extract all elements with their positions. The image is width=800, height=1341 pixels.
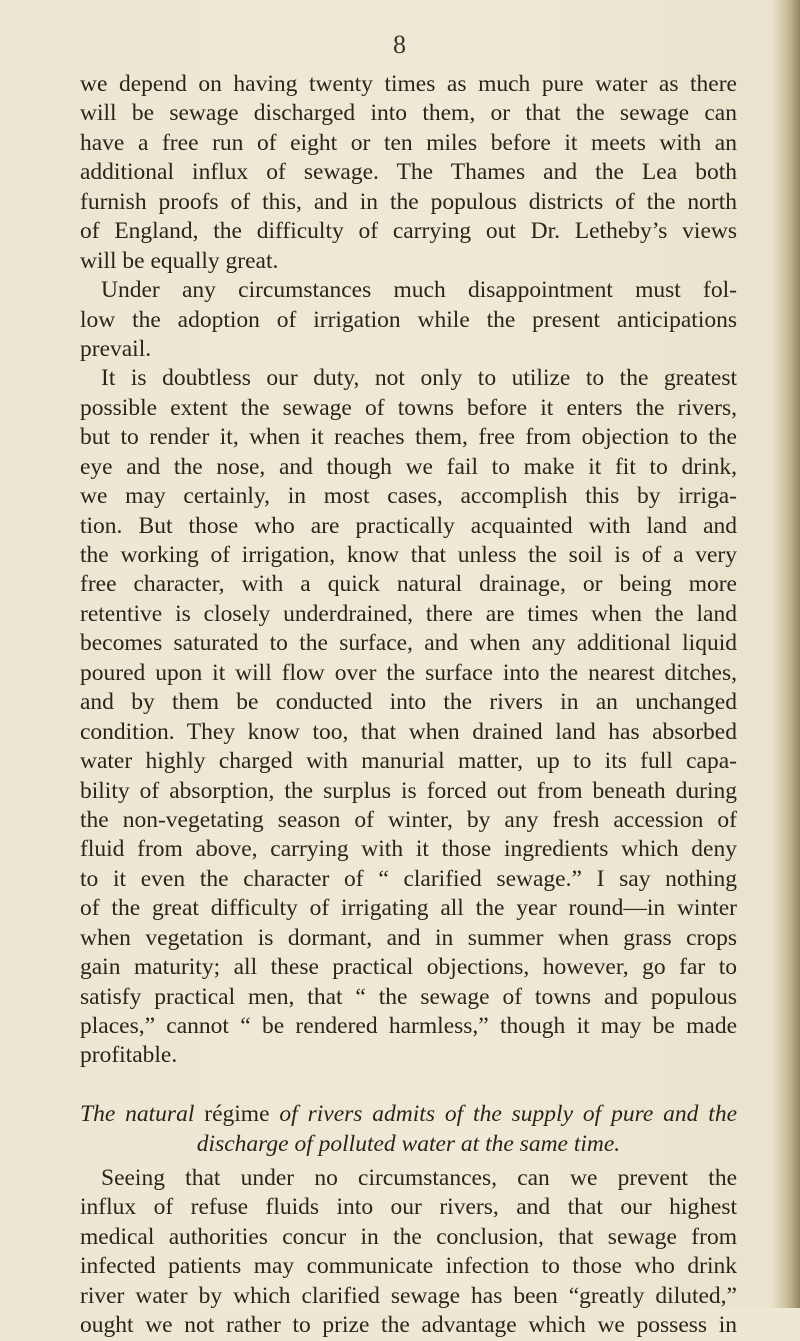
text-line: becomes saturated to the surface, and when any additional liquid — [80, 630, 737, 657]
text-line: the non-vegetating season of winter, by any fresh accession of — [80, 806, 737, 833]
body-text — [80, 70, 737, 1341]
text-line: water highly charged with manurial matter, up to its full capa- — [80, 748, 737, 775]
heading-text: The natural — [80, 1100, 195, 1127]
section-heading — [80, 1099, 737, 1159]
text-line: to it even the character of “ clarified sewage.” I say nothing — [80, 865, 737, 892]
text-line: It is doubtless our duty, not only to utilize to the greatest — [101, 365, 737, 392]
text-line: medical authorities concur in the conclusion, that sewage from — [80, 1223, 737, 1250]
text-line: influx of refuse fluids into our rivers, and that our highest — [80, 1194, 737, 1221]
text-line: infected patients may communicate infection to those who drink — [80, 1253, 737, 1280]
text-line: will be sewage discharged into them, or that the sewage can — [80, 100, 737, 127]
text-line: ought we not rather to prize the advantage which we possess in — [80, 1312, 737, 1339]
paragraph-2 — [80, 276, 737, 364]
heading-text-upright: régime — [204, 1100, 270, 1127]
text-line: low the adoption of irrigation while the present anticipations — [80, 306, 737, 333]
text-line: will be equally great. — [80, 247, 279, 274]
page-number: 8 — [393, 30, 407, 59]
text-line: and by them be conducted into the rivers in an unchanged — [80, 689, 737, 716]
text-line: places,” cannot “ be rendered harmless,” though it may be made — [80, 1013, 737, 1039]
text-line: poured upon it will flow over the surface into the nearest ditches, — [80, 659, 737, 686]
text-line: we depend on having twenty times as much pure water as there — [80, 71, 737, 97]
paragraph-4 — [80, 1164, 737, 1341]
text-line: profitable. — [80, 1042, 178, 1069]
text-line: satisfy practical men, that “ the sewage of towns and populous — [80, 983, 737, 1010]
text-line: gain maturity; all these practical objections, however, go far to — [80, 954, 737, 981]
text-line: river water by which clarified sewage has been “greatly diluted,” — [80, 1282, 737, 1309]
text-line: prevail. — [80, 335, 152, 362]
heading-text: of rivers admits of the supply of pure and the — [279, 1100, 738, 1127]
text-line: we may certainly, in most cases, accomplish this by irriga- — [80, 483, 737, 510]
text-line: bility of absorption, the surplus is forced out from beneath during — [80, 777, 737, 804]
text-line: but to render it, when it reaches them, free from objection to the — [80, 424, 737, 451]
text-line: the working of irrigation, know that unless the soil is of a very — [80, 542, 737, 568]
text-line: possible extent the sewage of towns before it enters the rivers, — [80, 394, 737, 421]
text-line: eye and the nose, and though we fail to make it fit to drink, — [80, 453, 737, 480]
text-line: tion. But those who are practically acquainted with land and — [80, 512, 737, 539]
text-line: Under any circumstances much disappointment must fol- — [101, 277, 737, 304]
paragraph-1 — [80, 70, 737, 276]
heading-line-1 — [80, 1099, 737, 1129]
text-line: fluid from above, carrying with it those ingredients which deny — [80, 836, 737, 863]
heading-line-2: discharge of polluted water at the same time. — [196, 1130, 621, 1157]
text-line: when vegetation is dormant, and in summer when grass crops — [80, 924, 737, 951]
text-line: Seeing that under no circumstances, can we prevent the — [101, 1164, 737, 1191]
page-edge-shadow — [772, 0, 800, 1308]
text-line: additional influx of sewage. The Thames and the Lea both — [80, 159, 737, 186]
paragraph-3 — [80, 364, 737, 1071]
text-line: free character, with a quick natural drainage, or being more — [80, 571, 737, 598]
text-line: of England, the difficulty of carrying out Dr. Letheby’s views — [80, 218, 737, 245]
text-line: condition. They know too, that when drained land has absorbed — [80, 718, 737, 745]
text-line: furnish proofs of this, and in the populous districts of the north — [80, 188, 737, 215]
section-gap — [80, 1071, 737, 1099]
text-line: retentive is closely underdrained, there are times when the land — [80, 600, 737, 627]
text-line: have a free run of eight or ten miles before it meets with an — [80, 129, 737, 156]
text-line: of the great difficulty of irrigating all the year round—in winter — [80, 895, 737, 922]
